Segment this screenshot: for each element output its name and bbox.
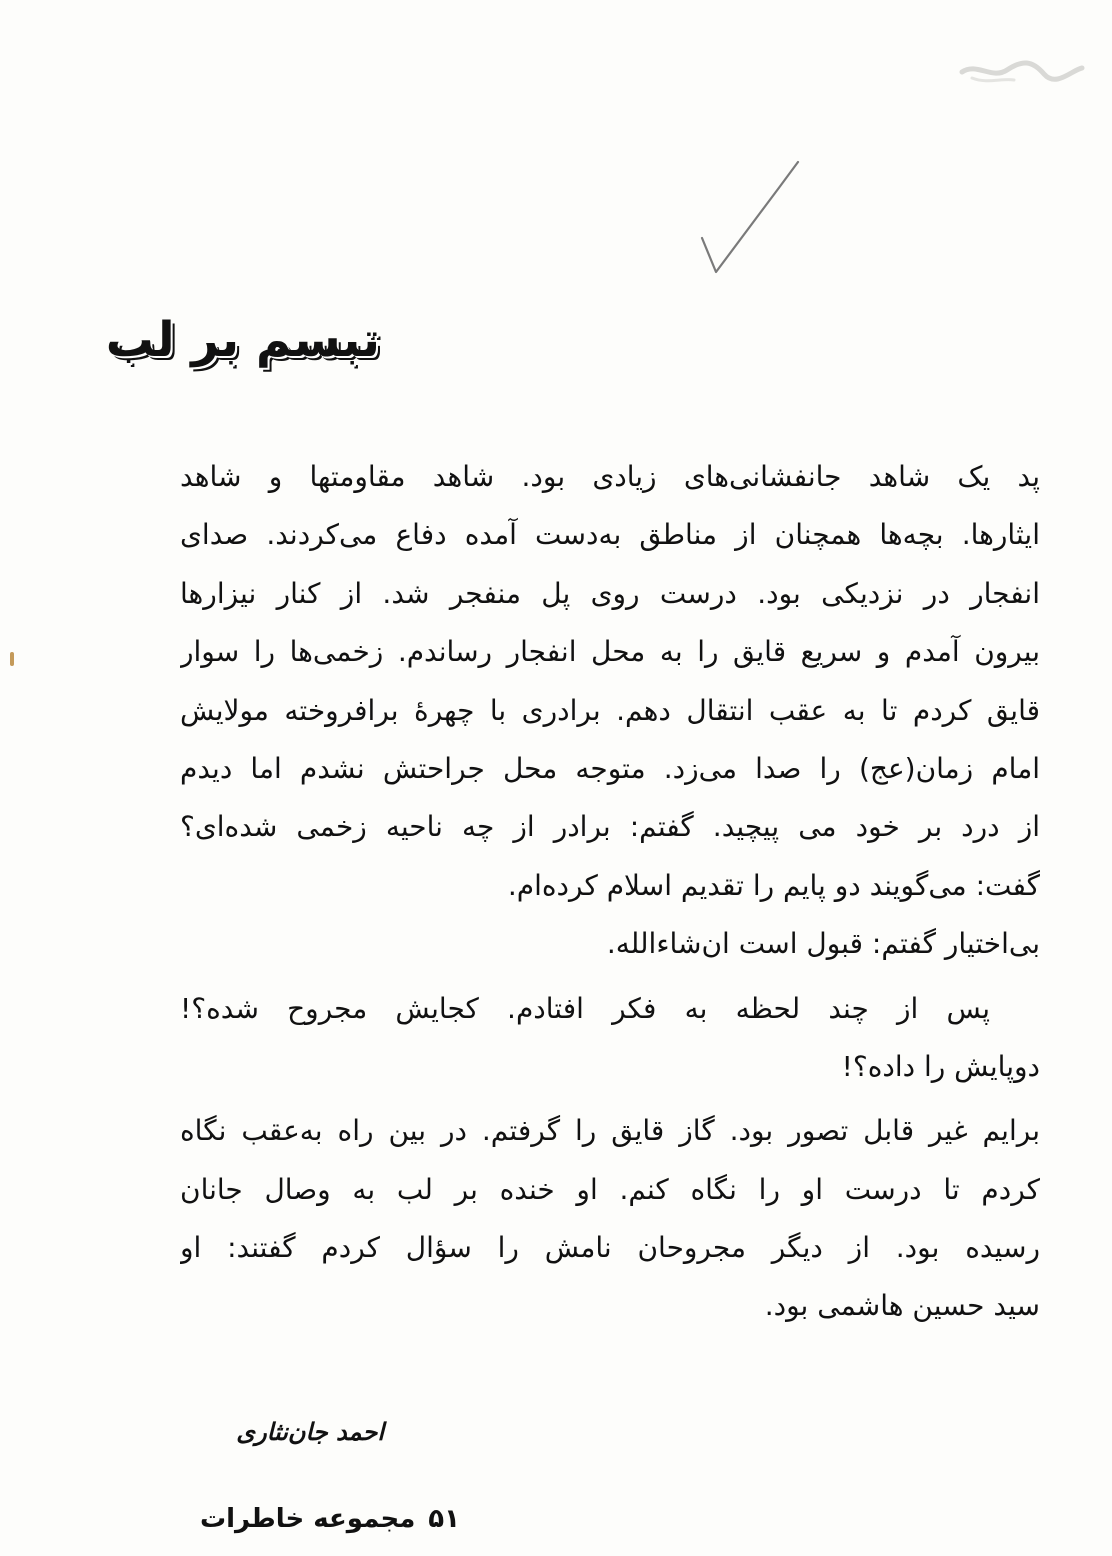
body-line-11: دوپایش را داده؟! (841, 1049, 1040, 1083)
paper-stain-mark (932, 50, 1092, 100)
body-line-5: قایق کردم تا به عقب انتقال دهم. برادری با چهرهٔ برافروخته مولایش (180, 693, 1040, 727)
author-name: احمد جان‌نثاری (236, 1418, 384, 1446)
body-line-9: بی‌اختیار گفتم: قبول است ان‌شاءالله. (606, 927, 1040, 961)
body-line-2: ایثارها. بچه‌ها همچنان از مناطق به‌دست آمده دفاع می‌کردند. صدای (180, 518, 1040, 552)
body-line-3: انفجار در نزدیکی بود. درست روی پل منفجر شد. از کنار نیزارها (180, 576, 1040, 610)
body-line-10: پس از چند لحظه به فکر افتادم. کجایش مجروح شده؟! (180, 991, 990, 1025)
paper-edge-mark (10, 652, 14, 666)
body-line-15: سید حسین هاشمی بود. (764, 1289, 1040, 1323)
body-line-4: بیرون آمدم و سریع قایق را به محل انفجار رساندم. زخمی‌ها را سوار (180, 635, 1040, 669)
book-title: مجموعه خاطرات (200, 1504, 416, 1534)
story-title: تبسم بر لب (105, 312, 380, 368)
page-number: ۵۱ (428, 1504, 460, 1534)
body-line-7: از درد بر خود می پیچید. گفتم: برادر از چه ناحیه زخمی شده‌ای؟ (180, 810, 1040, 844)
body-line-14: رسیده بود. از دیگر مجروحان نامش را سؤال کردم گفتند: او (180, 1231, 1040, 1265)
page-footer (200, 1504, 460, 1534)
body-line-12: برایم غیر قابل تصور بود. گاز قایق را گرفتم. در بین راه به‌عقب نگاه (180, 1114, 1040, 1148)
story-body (180, 448, 1040, 1336)
body-line-1: پد یک شاهد جانفشانی‌های زیادی بود. شاهد مقاومتها و شاهد (180, 460, 1040, 493)
body-line-13: کردم تا درست او را نگاه کنم. او خنده بر لب به وصال جانان (180, 1172, 1040, 1206)
pencil-checkmark-icon (690, 150, 810, 290)
body-line-8: گفت: می‌گویند دو پایم را تقدیم اسلام کرده‌ام. (507, 868, 1040, 902)
body-line-6: امام زمان(عج) را صدا می‌زد. متوجه محل جراحتش نشدم اما دیدم (180, 751, 1040, 785)
